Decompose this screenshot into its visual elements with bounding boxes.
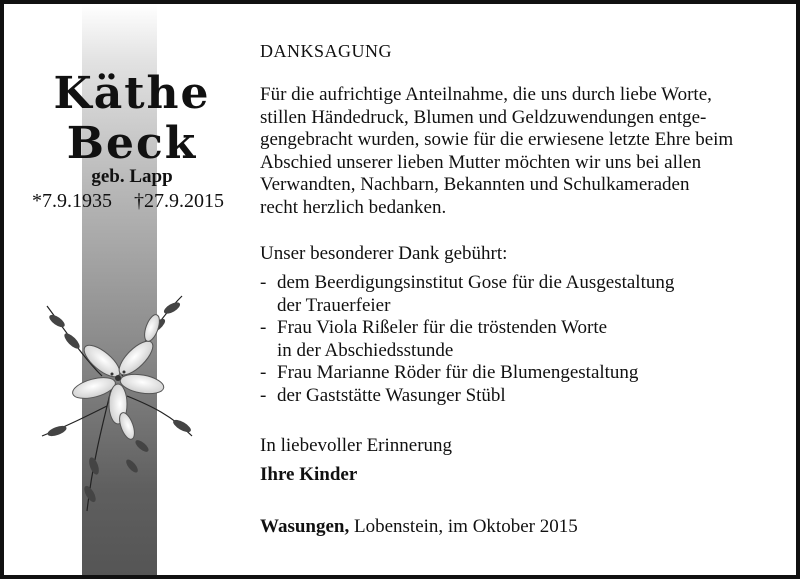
- special-thanks-heading: Unser besonderer Dank gebührt:: [260, 243, 508, 264]
- place-rest: Lobenstein, im Oktober 2015: [349, 516, 578, 537]
- list-item: - dem Beerdigungsinstitut Gose für die Ausgestaltung der Trauerfeier: [260, 272, 674, 317]
- deceased-first-name: Käthe: [53, 68, 211, 119]
- paragraph-line: stillen Händedruck, Blumen und Geldzuwendungen entge-: [260, 106, 707, 128]
- lily-bouquet-icon: [32, 266, 202, 516]
- deceased-last-name: Beck: [66, 118, 198, 169]
- place-bold: Wasungen,: [260, 516, 350, 537]
- paragraph-line: Verwandten, Nachbarn, Bekannten und Schulkameraden: [260, 174, 690, 195]
- paragraph-line: recht herzlich bedanken.: [260, 196, 447, 218]
- birth-date: *7.9.1935: [32, 190, 112, 212]
- maiden-name: geb. Lapp: [91, 166, 173, 187]
- death-date: †27.9.2015: [134, 190, 224, 212]
- paragraph-line: Abschied unserer lieben Mutter möchten wir uns bei allen: [260, 151, 702, 173]
- paragraph-line: Für die aufrichtige Anteilnahme, die uns durch liebe Worte,: [260, 84, 712, 105]
- notice-heading: DANKSAGUNG: [260, 41, 393, 61]
- thanks-list: [260, 272, 674, 407]
- thanks-paragraph: [260, 84, 760, 219]
- signature: Ihre Kinder: [260, 464, 358, 485]
- memory-line: In liebevoller Erinnerung: [260, 435, 453, 456]
- list-item: - Frau Marianne Röder für die Blumengestaltung: [260, 362, 674, 385]
- list-item: - der Gaststätte Wasunger Stübl: [260, 385, 674, 408]
- list-item: - Frau Viola Rißeler für die tröstenden Worte in der Abschiedsstunde: [260, 317, 674, 362]
- place-date: [260, 516, 578, 539]
- paragraph-line: gengebracht wurden, sowie für die erwiesene letzte Ehre beim: [260, 129, 734, 150]
